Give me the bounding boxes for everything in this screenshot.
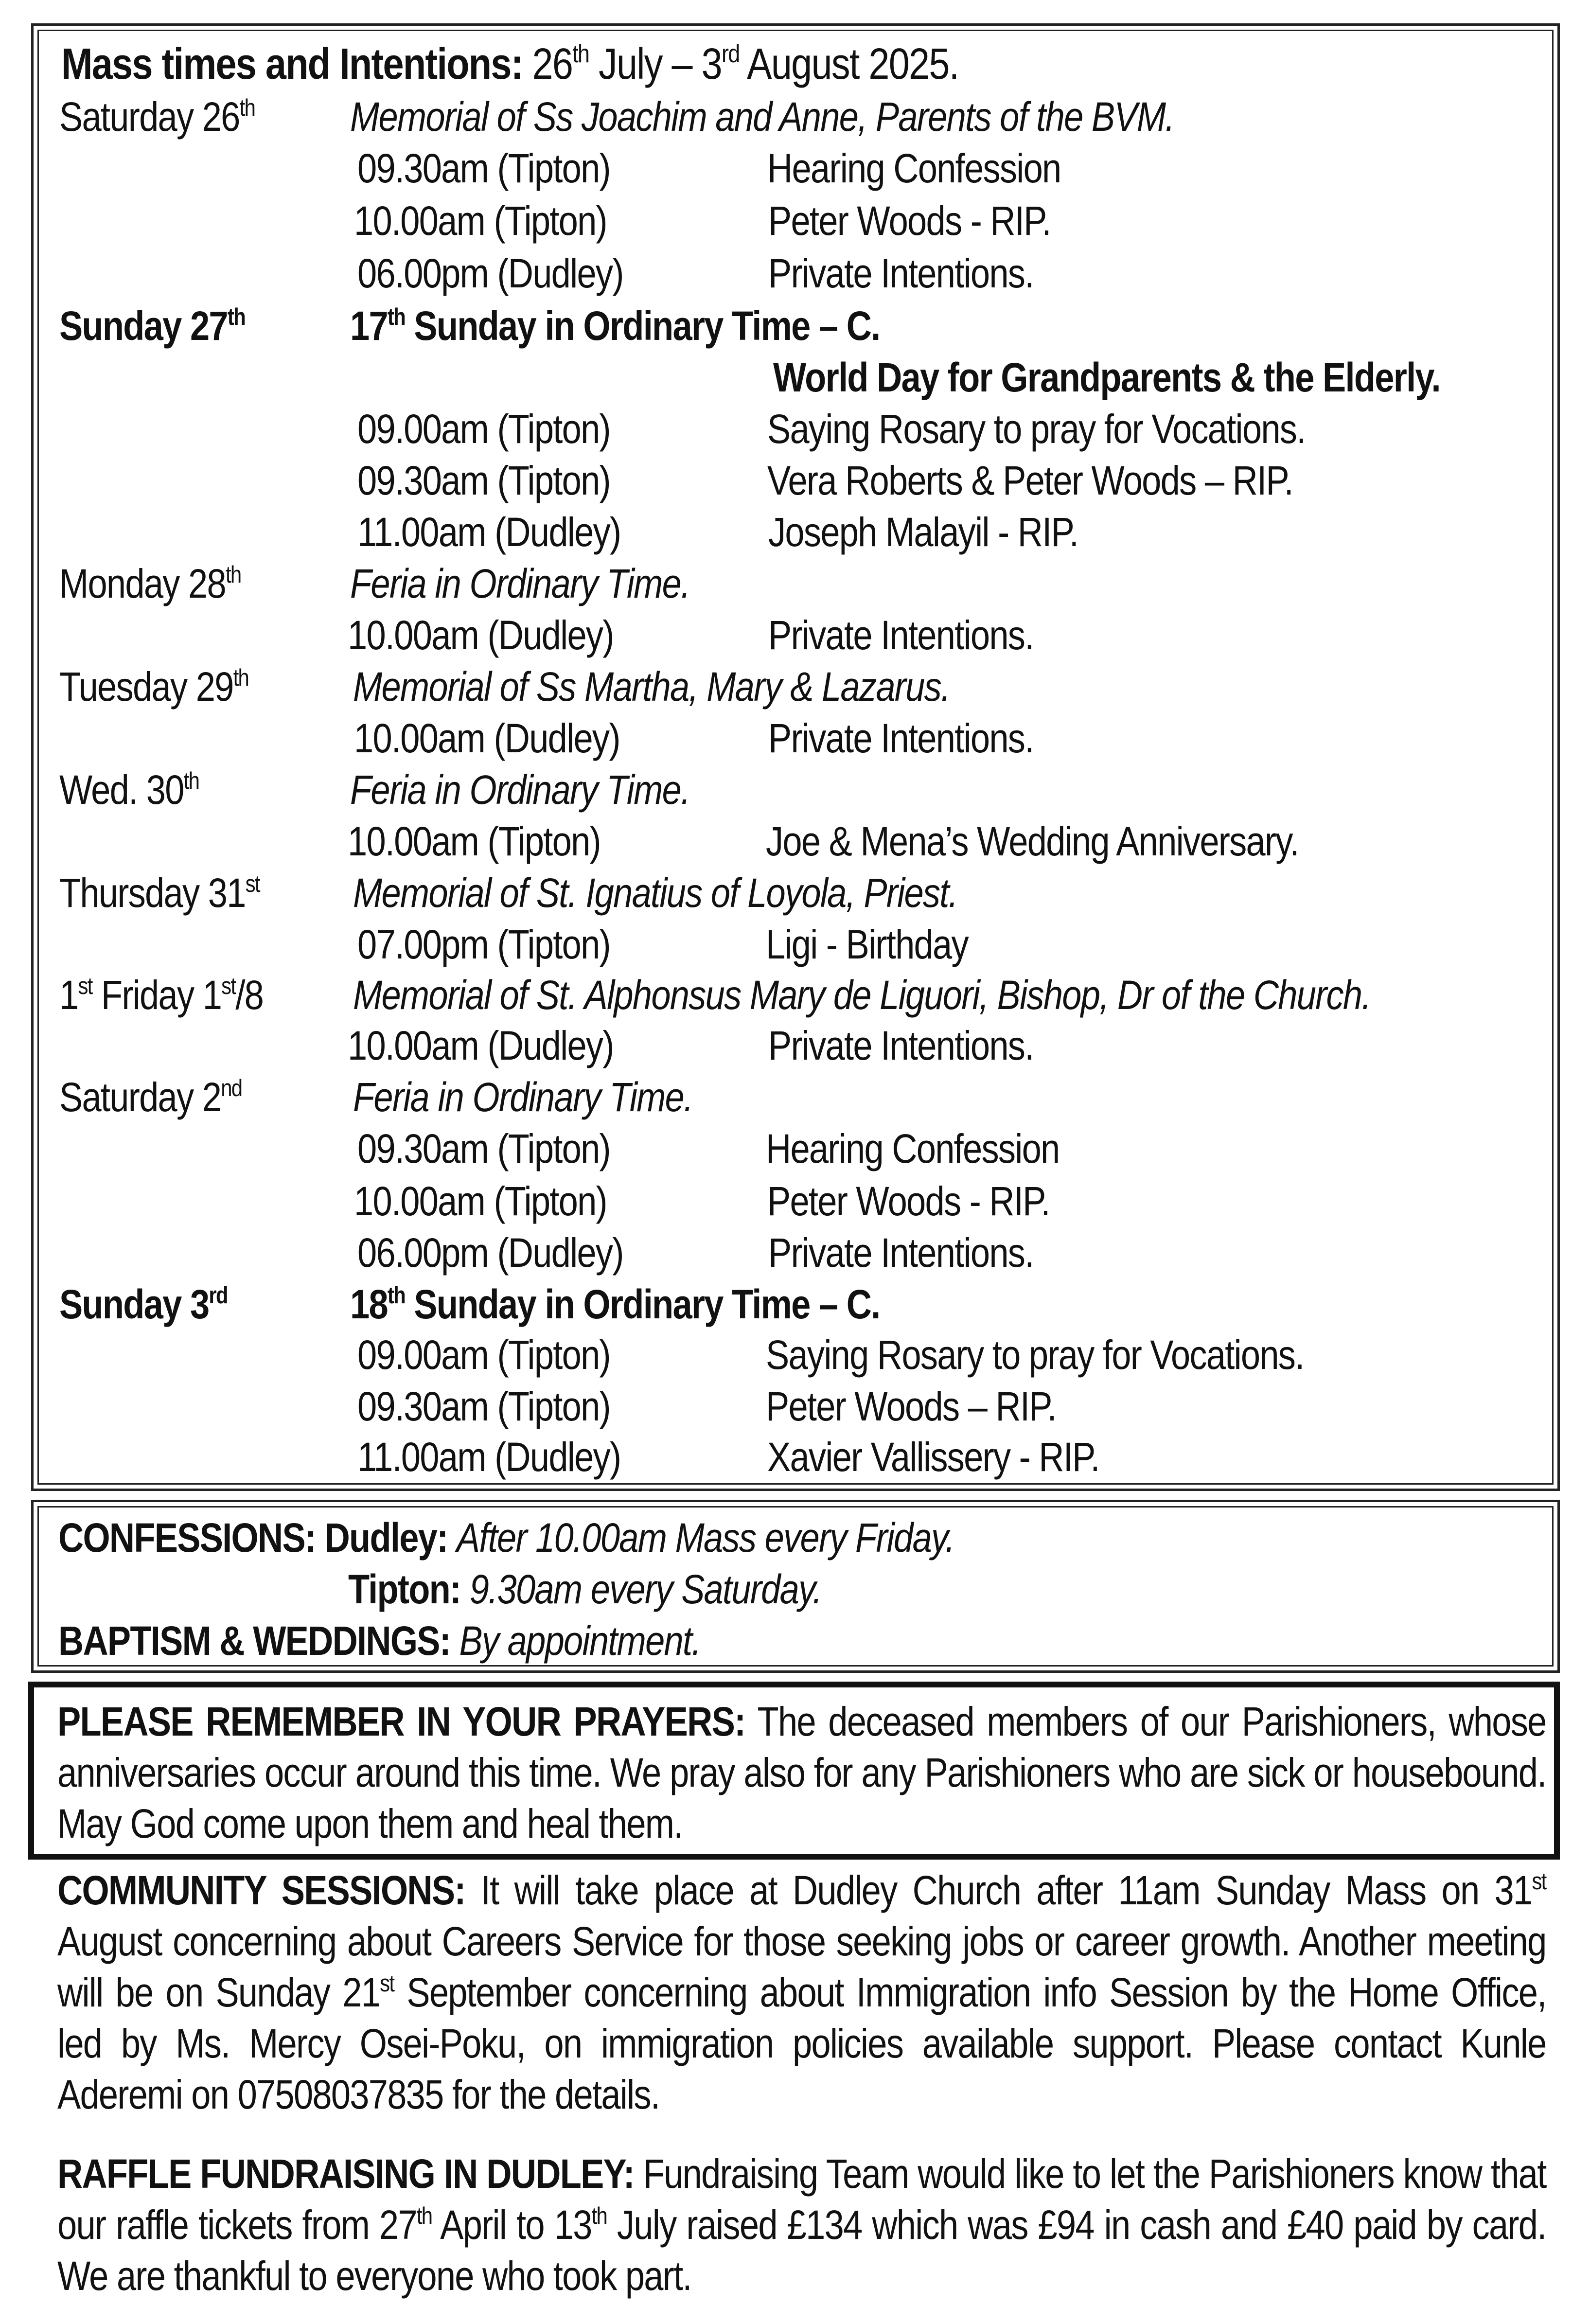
mass-time: 10.00am (Tipton) (354, 198, 607, 244)
mass-time: 09.30am (Tipton) (357, 1384, 610, 1429)
confessions-dudley: CONFESSIONS: Dudley: After 10.00am Mass every Friday. (58, 1515, 954, 1561)
feast-subtitle: World Day for Grandparents & the Elderly. (773, 355, 1440, 400)
mass-intention: Peter Woods - RIP. (768, 198, 1051, 244)
mass-time: 09.30am (Tipton) (357, 458, 610, 503)
mass-time: 09.00am (Tipton) (357, 1332, 610, 1378)
day-label: Thursday 31st (59, 870, 260, 916)
feast-label: Feria in Ordinary Time. (353, 1074, 693, 1120)
day-label: Wed. 30th (59, 767, 199, 813)
mass-intention: Joseph Malayil - RIP. (768, 509, 1078, 555)
mass-time: 10.00am (Dudley) (354, 715, 620, 761)
mass-time: 10.00am (Dudley) (348, 1023, 614, 1068)
mass-intention: Private Intentions. (768, 250, 1034, 296)
mass-intention: Xavier Vallissery - RIP. (767, 1434, 1099, 1480)
mass-intention: Private Intentions. (768, 612, 1034, 658)
feast-label: Feria in Ordinary Time. (350, 561, 690, 606)
mass-intention: Peter Woods – RIP. (766, 1384, 1056, 1429)
mass-time: 10.00am (Tipton) (354, 1178, 607, 1224)
mass-time: 09.30am (Tipton) (357, 145, 610, 191)
mass-intention: Private Intentions. (768, 1230, 1034, 1276)
day-label: Sunday 3rd (59, 1281, 228, 1327)
mass-intention: Saying Rosary to pray for Vocations. (767, 406, 1306, 452)
mass-intention: Hearing Confession (766, 1126, 1060, 1171)
feast-label: 17th Sunday in Ordinary Time – C. (350, 303, 880, 349)
mass-time: 11.00am (Dudley) (357, 1434, 621, 1480)
confessions-tipton: Tipton: 9.30am every Saturday. (348, 1566, 822, 1612)
mass-intention: Private Intentions. (768, 1023, 1034, 1068)
prayers-paragraph: PLEASE REMEMBER IN YOUR PRAYERS: The deceased members of our Parishioners, whose anniversaries occur around this time. We pray also for any Parishioners who are sick or housebound. May God come upon them and heal them. (57, 1699, 1546, 1846)
day-label: 1st Friday 1st/8 (59, 972, 264, 1018)
mass-intention: Private Intentions. (768, 715, 1034, 761)
mass-time: 09.30am (Tipton) (357, 1126, 610, 1171)
feast-label: Memorial of St. Alphonsus Mary de Liguori, Bishop, Dr of the Church. (353, 972, 1371, 1018)
raffle-paragraph: RAFFLE FUNDRAISING IN DUDLEY: Fundraising Team would like to let the Parishioners know that our raffle tickets from 27th April to 13th July raised £134 which was £94 in cash and £40 paid by card. We are thankful to everyone who took part. (57, 2151, 1546, 2299)
day-label: Sunday 27th (59, 303, 245, 349)
feast-label: Memorial of Ss Joachim and Anne, Parents of the BVM. (350, 94, 1174, 140)
mass-intention: Hearing Confession (767, 145, 1061, 191)
feast-label: Memorial of St. Ignatius of Loyola, Priest. (353, 870, 958, 916)
mass-heading: Mass times and Intentions: 26th July – 3rd August 2025. (61, 40, 959, 89)
mass-time: 07.00pm (Tipton) (357, 922, 610, 967)
community-sessions-paragraph: COMMUNITY SESSIONS: It will take place at Dudley Church after 11am Sunday Mass on 31st August concerning about Careers Service for those seeking jobs or career growth. Another meeting will be on Sunday 21st September concerning about Immigration info Session by the Home Office, led by Ms. Mercy Osei-Poku, on immigration policies available support. Please contact Kunle Aderemi on 07508037835 for the details. (57, 1867, 1546, 2117)
mass-intention: Saying Rosary to pray for Vocations. (766, 1332, 1304, 1378)
mass-intention: Peter Woods - RIP. (767, 1178, 1050, 1224)
mass-time: 09.00am (Tipton) (357, 406, 610, 452)
day-label: Saturday 2nd (59, 1074, 242, 1120)
day-label: Saturday 26th (59, 94, 255, 140)
mass-intention: Joe & Mena’s Wedding Anniversary. (766, 818, 1299, 864)
mass-intention: Ligi - Birthday (766, 922, 968, 967)
mass-time: 11.00am (Dudley) (357, 509, 621, 555)
feast-label: 18th Sunday in Ordinary Time – C. (350, 1281, 880, 1327)
feast-label: Feria in Ordinary Time. (350, 767, 690, 813)
mass-time: 10.00am (Tipton) (348, 818, 601, 864)
mass-time: 06.00pm (Dudley) (357, 250, 623, 296)
baptism-weddings: BAPTISM & WEDDINGS: By appointment. (58, 1618, 701, 1664)
day-label: Monday 28th (59, 561, 241, 606)
day-label: Tuesday 29th (59, 664, 249, 710)
mass-time: 06.00pm (Dudley) (357, 1230, 623, 1276)
mass-intention: Vera Roberts & Peter Woods – RIP. (767, 458, 1293, 503)
feast-label: Memorial of Ss Martha, Mary & Lazarus. (353, 664, 950, 710)
mass-time: 10.00am (Dudley) (348, 612, 614, 658)
